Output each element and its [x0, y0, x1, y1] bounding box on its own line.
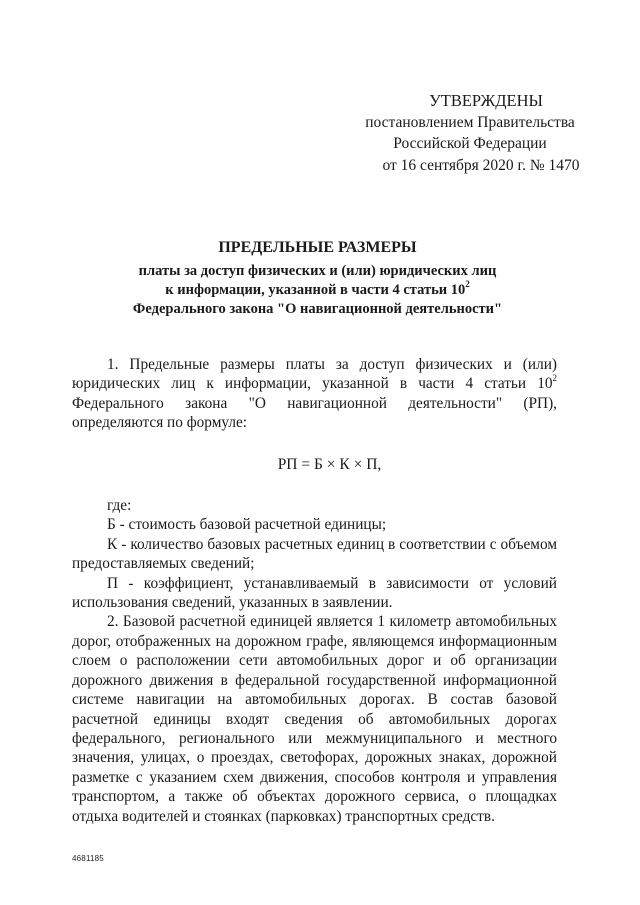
approval-line-date: от 16 сентября 2020 г. № 1470	[382, 156, 580, 174]
formula: РП = Б × К × П,	[277, 455, 382, 473]
title-sub-line-2-text: к информации, указанной в части 4 статьи 10	[165, 282, 466, 298]
where-label: где:	[107, 497, 132, 515]
approval-line-government: Российской Федерации	[393, 135, 547, 152]
definition-k: К - количество базовых расчетных единиц в соответствии с объемом предоставляемых сведений;	[72, 535, 557, 573]
paragraph-1	[72, 355, 557, 433]
document-number: 4681185	[72, 854, 104, 863]
paragraph-1-superscript: 2	[552, 373, 557, 384]
paragraph-2: 2. Базовой расчетной единицей является 1 километр автомобильных дорог, отображенных на дорожном графе, являющемся информационным слоем о расположении сети автомобильных дорог и об организации дорожного движения в федеральной государственной информационной системе навигации на автомобильных дорогах. В состав базовой расчетной единицы входят сведения об автомобильных дорогах федерального, регионального или межмуниципального и местного значения, улицах, о проездах, светофорах, дорожных знаках, дорожной разметке с указанием схем движения, способов контроля и управления транспортом, а также об объектах дорожного сервиса, о площадках отдыха водителей и стоянках (парковках) транспортных средств.	[72, 613, 557, 825]
approval-block	[320, 90, 620, 176]
definition-b: Б - стоимость базовой расчетной единицы;	[107, 516, 387, 534]
document-title	[80, 238, 555, 319]
title-main: ПРЕДЕЛЬНЫЕ РАЗМЕРЫ	[218, 239, 417, 256]
document-body	[72, 355, 557, 826]
paragraph-1-part-2: Федерального закона "О навигационной деятельности" (РП), определяются по формуле:	[72, 394, 557, 432]
paragraph-1-part-1: 1. Предельные размеры платы за доступ физических и (или) юридических лиц к информации, указанной в части 4 статьи 10	[72, 356, 557, 393]
approval-line-resolution: постановлением Правительства	[365, 113, 575, 131]
title-subtitle	[80, 262, 555, 319]
title-sub-line-2	[80, 281, 555, 300]
approval-heading: УТВЕРЖДЕНЫ	[429, 91, 543, 110]
definition-p: П - коэффициент, устанавливаемый в зависимости от условий использования сведений, указанных в заявлении.	[72, 574, 557, 612]
title-sub-line-1: платы за доступ физических и (или) юридических лиц	[138, 263, 497, 279]
title-superscript: 2	[465, 279, 470, 290]
title-sub-line-3: Федерального закона "О навигационной деятельности"	[132, 301, 503, 317]
